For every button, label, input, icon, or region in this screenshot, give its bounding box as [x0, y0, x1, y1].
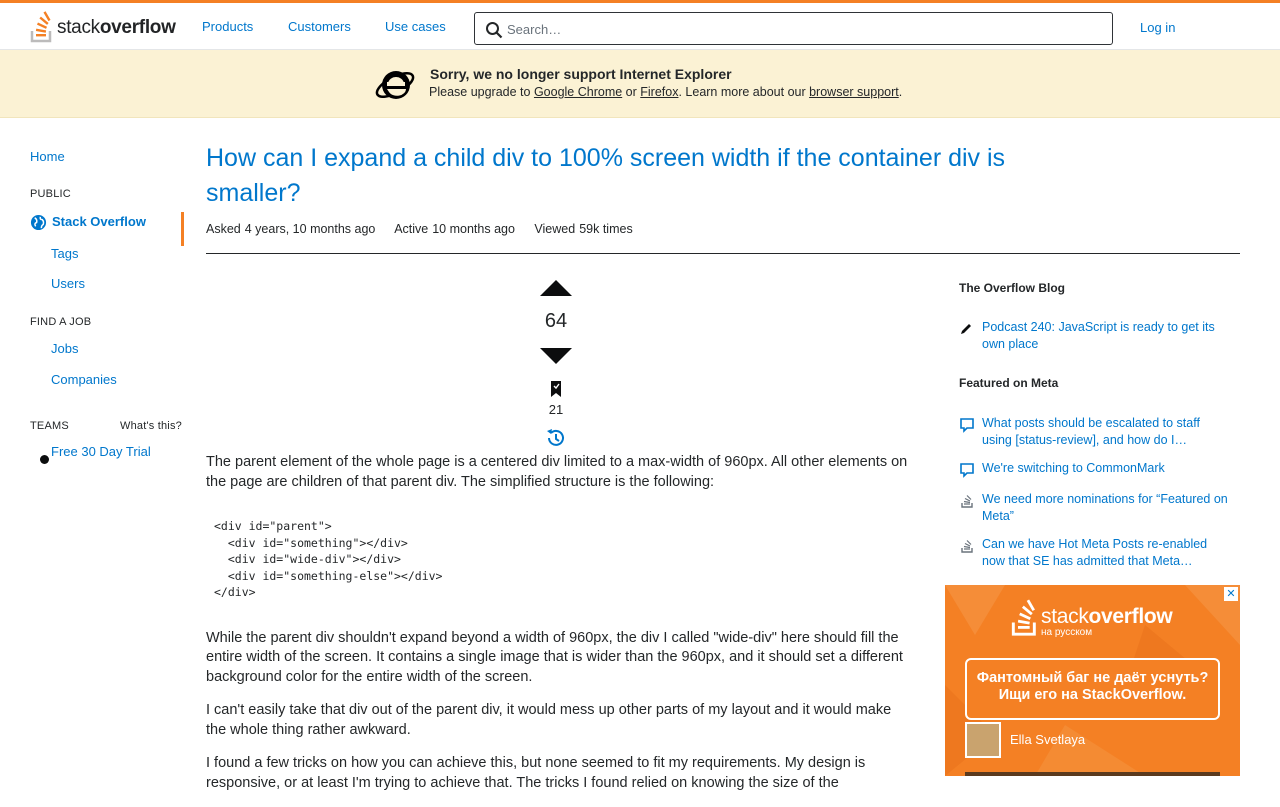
sidebar-heading-teams: TEAMS: [30, 420, 69, 432]
advertisement[interactable]: [945, 585, 1240, 776]
teams-bullet-icon: [40, 455, 49, 464]
post-paragraph: While the parent div shouldn't expand beyond a width of 960px, the div I called "wide-div" here should fill the entire width of the screen. It contains a single image that is wider than the 960px, and it should set a different background color for the entire width of the screen.: [206, 629, 903, 685]
viewed-label: Viewed: [534, 222, 576, 236]
sidebar-item-tags[interactable]: Tags: [51, 246, 79, 261]
sidebar-item-companies[interactable]: Companies: [51, 372, 117, 387]
bookmark-icon[interactable]: [549, 380, 563, 398]
search-input[interactable]: [507, 18, 1097, 40]
sidebar-item-label: Stack Overflow: [52, 214, 146, 229]
meta-item-link[interactable]: We need more nominations for “Featured on Meta”: [982, 492, 1228, 523]
upvote-arrow-icon[interactable]: [540, 279, 572, 297]
sidebar-item-home[interactable]: Home: [30, 149, 65, 164]
ie-notice-banner: [0, 50, 1280, 118]
sidebar-item-users[interactable]: Users: [51, 276, 85, 291]
search-box[interactable]: [474, 12, 1113, 45]
vote-count: 64: [544, 310, 568, 332]
sidebar-item-stack-overflow[interactable]: [30, 212, 184, 246]
ie-notice-message: Please upgrade to Google Chrome or Firefox. Learn more about our browser support.: [429, 85, 903, 99]
question-title[interactable]: How can I expand a child div to 100% screen width if the container div is smaller?: [206, 144, 1006, 207]
history-icon[interactable]: [545, 427, 567, 449]
firefox-link[interactable]: Firefox: [640, 85, 679, 99]
avatar: [965, 722, 1001, 758]
stackoverflow-logo-icon: [30, 13, 54, 43]
overflow-blog-heading: The Overflow Blog: [959, 281, 1066, 295]
active-value[interactable]: 10 months ago: [432, 222, 515, 236]
ad-close-icon[interactable]: ✕: [1224, 587, 1238, 601]
speech-bubble-icon: [959, 417, 975, 433]
bookmark-count: 21: [548, 402, 564, 417]
ad-stackoverflow-logo-icon: [1011, 599, 1039, 639]
ad-subtitle: на русском: [1041, 627, 1093, 638]
viewed-value: 59k times: [579, 222, 633, 236]
whats-this-link[interactable]: What's this?: [120, 420, 182, 432]
post-paragraph: The parent element of the whole page is a centered div limited to a max-width of 960px. All other elements on the page are children of that parent div. The simplified structure is the following:: [206, 454, 908, 490]
nav-products[interactable]: Products: [202, 19, 254, 34]
left-sidebar: [0, 118, 184, 776]
ie-notice-title: Sorry, we no longer support Internet Explorer: [430, 66, 732, 82]
question-body: [206, 453, 910, 807]
code-block: <div id="parent"> <div id="something"></div> <div id="wide-div"></div> <div id="something-else"></div> </div>: [214, 519, 443, 599]
nav-use-cases[interactable]: Use cases: [385, 19, 446, 34]
sidebar-item-jobs[interactable]: Jobs: [51, 341, 79, 356]
post-paragraph: I found a few tricks on how you can achieve this, but none seemed to fit my requirements. My design is responsive, or at least I'm trying to achieve that. The tricks I found relied on knowing the size of the: [206, 755, 866, 791]
question-meta: [206, 222, 649, 236]
active-label: Active: [394, 222, 429, 236]
free-trial-link[interactable]: Free 30 Day Trial: [51, 444, 151, 459]
speech-bubble-icon: [959, 462, 975, 478]
nav-customers[interactable]: Customers: [288, 19, 351, 34]
downvote-arrow-icon[interactable]: [540, 347, 572, 365]
ad-logo-text: stackoverflow: [1041, 605, 1173, 628]
logo-text: stackoverflow: [57, 17, 176, 38]
pencil-icon: [959, 321, 975, 337]
internet-explorer-icon: [372, 60, 418, 106]
stackoverflow-logo[interactable]: [30, 12, 176, 44]
asked-value: 4 years, 10 months ago: [244, 222, 376, 236]
stack-exchange-icon: [959, 538, 975, 554]
blog-item-link[interactable]: Podcast 240: JavaScript is ready to get its own place: [982, 320, 1215, 351]
sidebar-heading-public: PUBLIC: [30, 188, 71, 200]
header-divider: [206, 253, 1240, 254]
post-paragraph: I can't easily take that div out of the parent div, it would mess up other parts of my layout and it would make the whole thing rather awkward.: [206, 702, 892, 738]
browser-support-link[interactable]: browser support: [809, 85, 899, 99]
asked-label: Asked: [206, 222, 241, 236]
meta-item-link[interactable]: What posts should be escalated to staff using [status-review], and how do I…: [982, 416, 1200, 447]
login-link[interactable]: Log in: [1140, 20, 1176, 35]
chrome-link[interactable]: Google Chrome: [533, 85, 623, 99]
sidebar-heading-find-a-job: FIND A JOB: [30, 316, 92, 328]
meta-item-link[interactable]: Can we have Hot Meta Posts re-enabled now that SE has admitted that Meta…: [982, 537, 1208, 568]
search-icon: [485, 21, 503, 39]
globe-icon: [30, 214, 47, 231]
featured-meta-heading: Featured on Meta: [959, 376, 1059, 390]
stack-exchange-icon: [959, 493, 975, 509]
ad-bottom-bar: [965, 772, 1220, 776]
ad-author-name: Ella Svetlaya: [1010, 732, 1086, 747]
ad-speech-bubble: [965, 658, 1220, 720]
meta-item-link[interactable]: We're switching to CommonMark: [982, 461, 1165, 475]
ad-headline: Фантомный баг не даёт уснуть? Ищи его на StackOverflow.: [976, 670, 1209, 703]
top-bar: [0, 0, 1280, 50]
